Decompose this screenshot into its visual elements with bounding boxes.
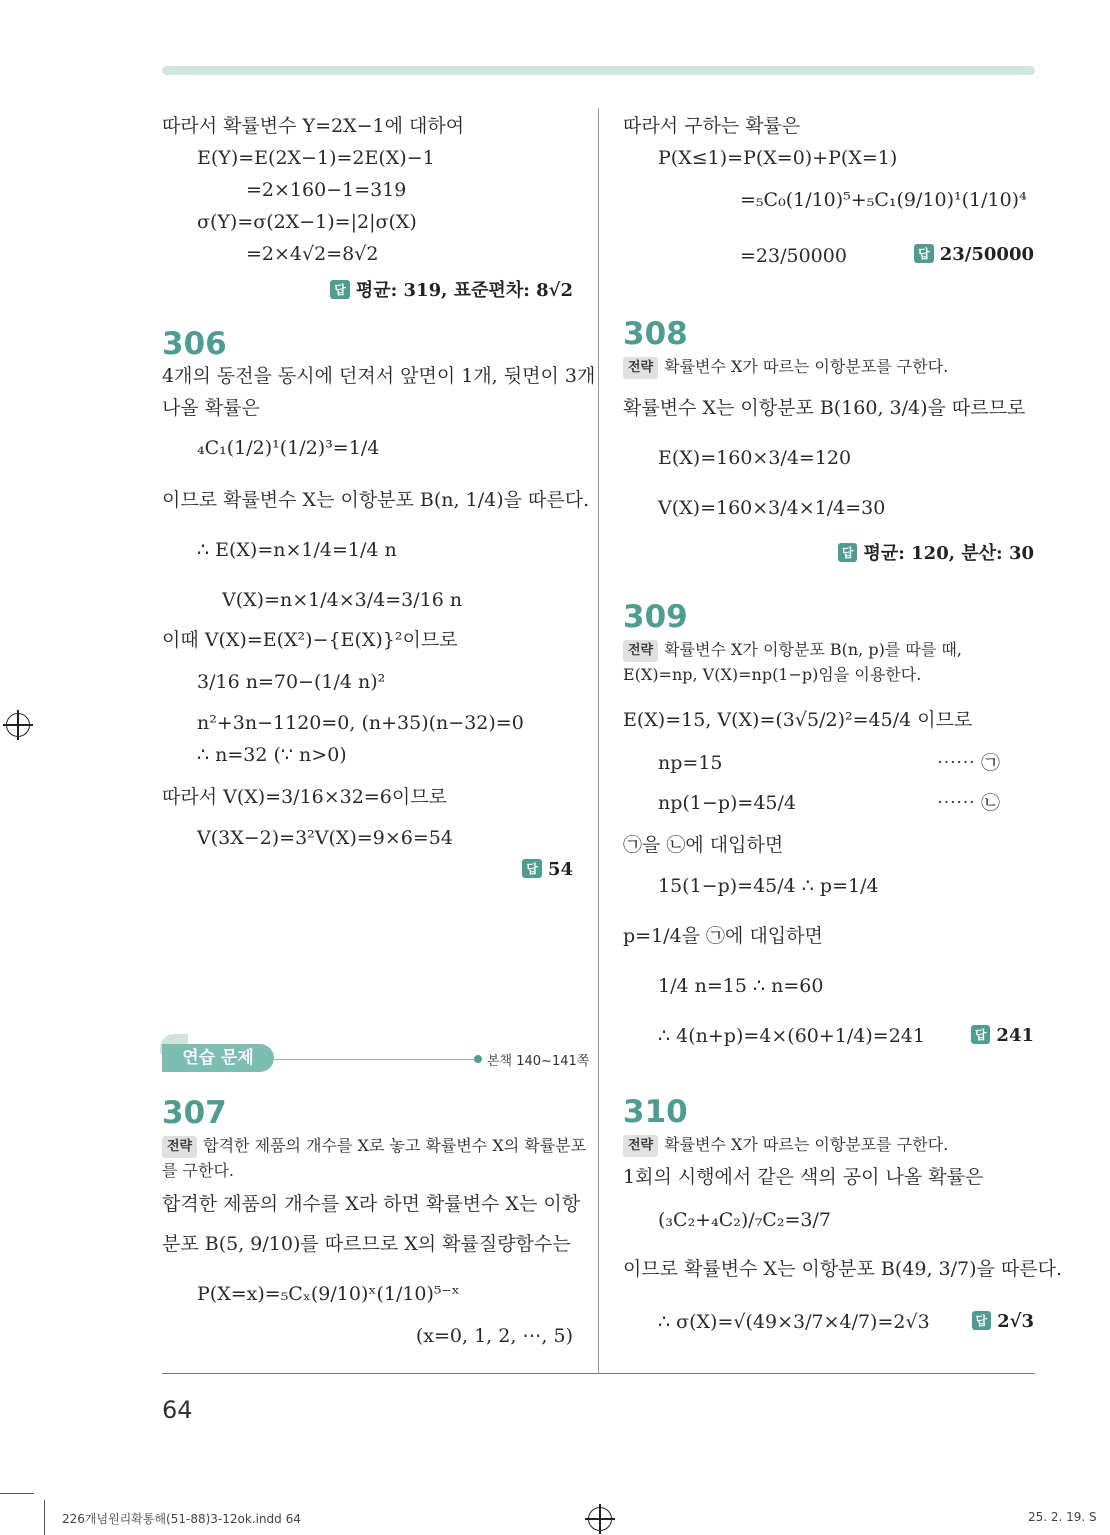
crop-mark [0, 1493, 34, 1494]
section-dot-icon [474, 1055, 482, 1063]
right-cont-line: =23/50000 [740, 245, 847, 267]
q309-line: 15(1−p)=45/4 ∴ p=1/4 [658, 875, 879, 897]
section-rule [274, 1059, 478, 1060]
right-cont-line: =₅C₀(1/10)⁵+₅C₁(9/10)¹(1/10)⁴ [740, 189, 1027, 211]
q308-line: E(X)=160×3/4=120 [658, 447, 852, 469]
strategy-tag: 전략 [623, 1135, 658, 1157]
problem-number-309: 309 [623, 599, 688, 635]
q306-line: 이때 V(X)=E(X²)−{E(X)}²이므로 [162, 629, 458, 651]
q310-line: (₃C₂+₄C₂)/₇C₂=3/7 [658, 1209, 831, 1231]
answer-row [330, 276, 573, 302]
section-reference: 본책 140~141쪽 [487, 1054, 590, 1069]
q306-line: ₄C₁(1/2)¹(1/2)³=1/4 [197, 437, 380, 459]
q306-line: 4개의 동전을 동시에 던져서 앞면이 1개, 뒷면이 3개 [162, 365, 596, 387]
crop-mark [44, 1500, 45, 1535]
q309-marker: ⋯⋯ ㉡ [936, 792, 1000, 814]
answer-row [522, 859, 573, 880]
q307-line: (x=0, 1, 2, ⋯, 5) [415, 1325, 573, 1347]
answer-badge: 답 [914, 244, 934, 263]
answer-badge: 답 [330, 280, 350, 299]
q306-line: 이므로 확률변수 X는 이항분포 B(n, 1/4)을 따른다. [162, 489, 590, 511]
strategy-tag: 전략 [623, 640, 658, 662]
q306-line: ∴ n=32 (∵ n>0) [197, 744, 347, 766]
footer-date: 25. 2. 19. S [1028, 1510, 1097, 1524]
q309-strategy: 전략 확률변수 X가 이항분포 B(n, p)를 따를 때, [623, 640, 962, 662]
right-cont-line: 따라서 구하는 확률은 [623, 115, 801, 137]
q306-line: 3/16 n=70−(1/4 n)² [197, 671, 386, 693]
header-bar [162, 66, 1035, 75]
q307-line: 합격한 제품의 개수를 X라 하면 확률변수 X는 이항 [162, 1193, 581, 1215]
q310-line: 이므로 확률변수 X는 이항분포 B(49, 3/7)을 따른다. [623, 1258, 1063, 1280]
left-cont-line: 따라서 확률변수 Y=2X−1에 대하여 [162, 115, 465, 137]
right-cont-line: P(X≤1)=P(X=0)+P(X=1) [658, 147, 898, 169]
answer-row [972, 1311, 1034, 1332]
answer-badge: 답 [522, 859, 542, 878]
q307-line: P(X=x)=₅Cₓ(9/10)ˣ(1/10)⁵⁻ˣ [197, 1283, 460, 1305]
registration-mark-icon [6, 713, 30, 737]
strategy-tag: 전략 [623, 357, 658, 379]
q306-line: 나올 확률은 [162, 397, 260, 419]
q307-strategy: 전략 합격한 제품의 개수를 X로 놓고 확률변수 X의 확률분포 [162, 1136, 586, 1158]
answer-badge: 답 [971, 1025, 991, 1044]
answer-text: 241 [996, 1025, 1034, 1046]
column-divider [598, 108, 599, 1373]
strategy-tag: 전략 [162, 1136, 197, 1158]
left-cont-line: E(Y)=E(2X−1)=2E(X)−1 [197, 147, 435, 169]
q309-marker: ⋯⋯ ㉠ [936, 752, 1000, 774]
answer-text: 23/50000 [939, 244, 1034, 265]
answer-text: 평균: 120, 분산: 30 [863, 543, 1034, 564]
answer-badge: 답 [972, 1311, 992, 1330]
q306-line: n²+3n−1120=0, (n+35)(n−32)=0 [197, 712, 524, 734]
q309-strategy-cont: E(X)=np, V(X)=np(1−p)임을 이용한다. [623, 665, 922, 684]
problem-number-306: 306 [162, 326, 227, 362]
left-cont-line: σ(Y)=σ(2X−1)=|2|σ(X) [197, 211, 417, 233]
q309-line: ㉠을 ㉡에 대입하면 [623, 834, 784, 856]
q308-strategy: 전략 확률변수 X가 따르는 이항분포를 구한다. [623, 357, 948, 379]
left-cont-line: =2×160−1=319 [246, 179, 407, 201]
section-title: 연습 문제 [162, 1044, 274, 1072]
problem-number-308: 308 [623, 316, 688, 352]
problem-number-310: 310 [623, 1094, 688, 1130]
registration-mark-icon [588, 1507, 612, 1531]
answer-text: 2√3 [997, 1311, 1034, 1332]
q310-strategy: 전략 확률변수 X가 따르는 이항분포를 구한다. [623, 1135, 948, 1157]
q309-line: np=15 [658, 752, 723, 774]
q307-strategy-cont: 를 구한다. [162, 1161, 234, 1180]
q306-line: V(X)=n×1/4×3/4=3/16 n [222, 589, 463, 611]
answer-text: 평균: 319, 표준편차: 8√2 [355, 280, 573, 301]
q306-line: V(3X−2)=3²V(X)=9×6=54 [197, 827, 453, 849]
answer-row [971, 1025, 1034, 1046]
answer-row [914, 244, 1034, 265]
footer-filename: 226개념원리확통해(51-88)3-12ok.indd 64 [62, 1512, 301, 1526]
q307-line: 분포 B(5, 9/10)를 따르므로 X의 확률질량함수는 [162, 1233, 571, 1255]
q306-line: ∴ E(X)=n×1/4=1/4 n [197, 539, 397, 561]
page-number: 64 [162, 1396, 193, 1424]
answer-badge: 답 [838, 543, 858, 562]
left-cont-line: =2×4√2=8√2 [246, 243, 379, 265]
q309-line: E(X)=15, V(X)=(3√5/2)²=45/4 이므로 [623, 709, 973, 731]
q309-line: p=1/4을 ㉠에 대입하면 [623, 925, 823, 947]
answer-row [838, 539, 1034, 565]
q309-line: 1/4 n=15 ∴ n=60 [658, 975, 824, 997]
q310-line: ∴ σ(X)=√(49×3/7×4/7)=2√3 [658, 1311, 930, 1333]
q308-line: 확률변수 X는 이항분포 B(160, 3/4)을 따르므로 [623, 397, 1026, 419]
q309-line: np(1−p)=45/4 [658, 792, 796, 814]
q310-line: 1회의 시행에서 같은 색의 공이 나올 확률은 [623, 1166, 984, 1188]
answer-text: 54 [547, 859, 573, 880]
q308-line: V(X)=160×3/4×1/4=30 [658, 497, 886, 519]
q306-line: 따라서 V(X)=3/16×32=6이므로 [162, 786, 447, 808]
problem-number-307: 307 [162, 1095, 227, 1131]
q309-line: ∴ 4(n+p)=4×(60+1/4)=241 [658, 1025, 925, 1047]
bottom-rule [162, 1373, 1035, 1374]
